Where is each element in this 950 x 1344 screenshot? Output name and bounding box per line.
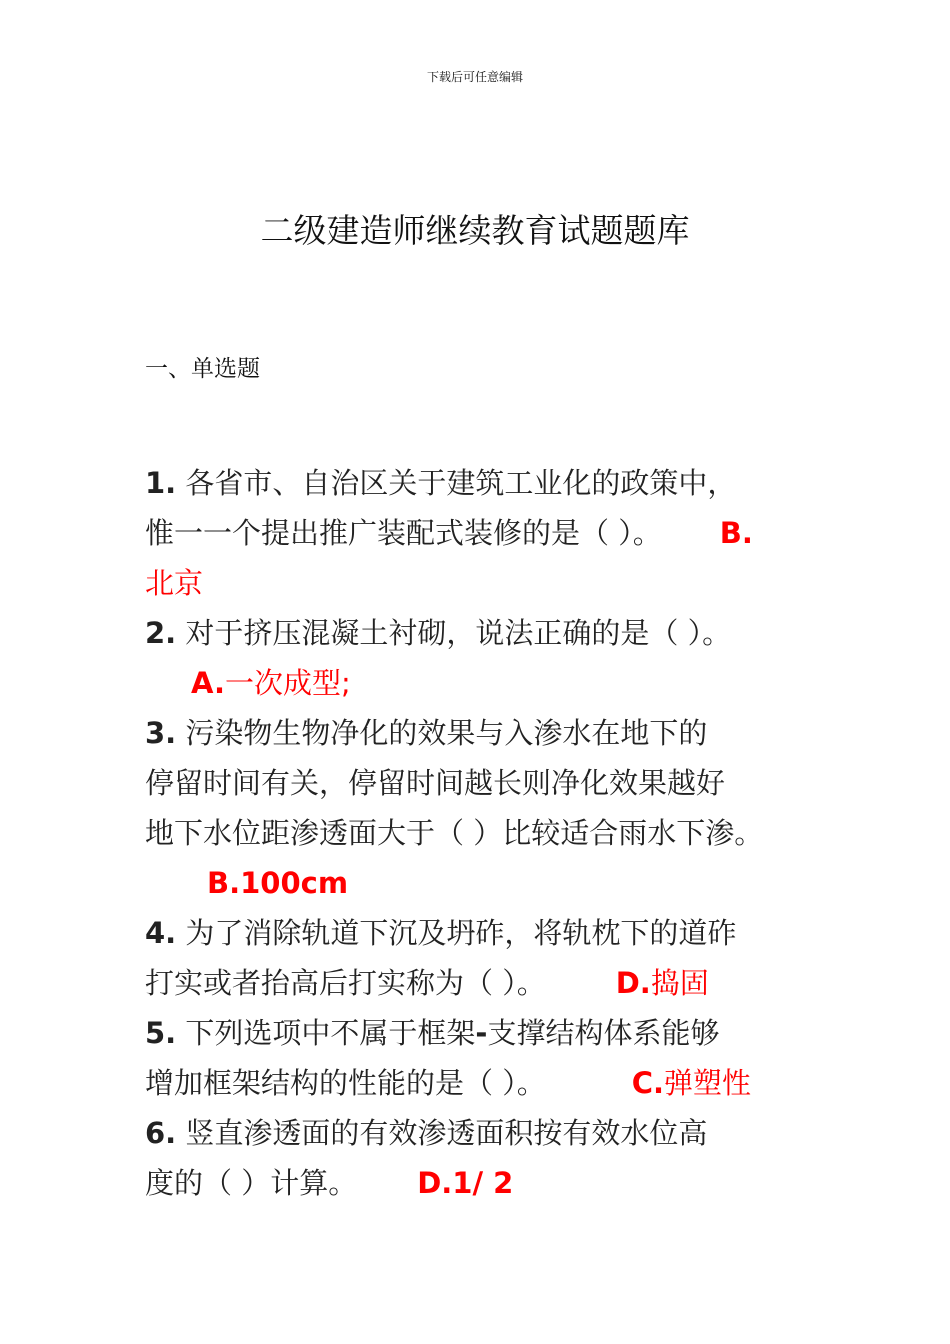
question-list — [145, 458, 815, 1208]
question-number: 4. — [145, 916, 177, 950]
question-5 — [145, 1008, 815, 1108]
question-text: 地下水位距渗透面大于（ ）比较适合雨水下渗。 — [145, 816, 764, 850]
document-title: 二级建造师继续教育试题题库 — [260, 211, 690, 250]
answer-text: 捣固 — [650, 966, 709, 1000]
question-4 — [145, 908, 815, 1008]
question-text: 为了消除轨道下沉及坍砟，将轨枕下的道砟 — [176, 916, 737, 950]
question-number: 1. — [145, 466, 177, 500]
question-1 — [145, 458, 815, 608]
header-note: 下载后可任意编辑 — [426, 70, 523, 84]
answer-letter: D. — [615, 966, 651, 1000]
question-text: 打实或者抬高后打实称为（ ）。 — [145, 966, 546, 1000]
answer-text: 弹塑性 — [664, 1066, 752, 1100]
question-text: 度的（ ）计算。 — [145, 1166, 358, 1200]
question-6 — [145, 1108, 815, 1208]
question-text-dash: - — [475, 1016, 488, 1050]
question-text: 竖直渗透面的有效渗透面积按有效水位高 — [176, 1116, 708, 1150]
answer-letter: C. — [631, 1066, 665, 1100]
answer-letter: B.100cm — [207, 866, 349, 900]
question-text: 下列选项中不属于框架 — [176, 1016, 476, 1050]
answer-letter: D.1/ 2 — [417, 1166, 514, 1200]
question-text: 支撑结构体系能够 — [487, 1016, 720, 1050]
question-text: 增加框架结构的性能的是（ ）。 — [145, 1066, 546, 1100]
answer-letter: B. — [719, 516, 753, 550]
question-3 — [145, 708, 815, 908]
question-text: 停留时间有关，停留时间越长则净化效果越好 — [145, 766, 726, 800]
question-text: 各省市、自治区关于建筑工业化的政策中， — [176, 466, 737, 500]
answer-text: 一次成型; — [225, 666, 351, 700]
question-text: 对于挤压混凝土衬砌，说法正确的是（ ）。 — [176, 616, 732, 650]
question-2 — [145, 608, 815, 708]
question-text: 惟一一个提出推广装配式装修的是（ ）。 — [145, 516, 662, 550]
answer-letter: A. — [191, 666, 225, 700]
section-title: 一、单选题 — [145, 356, 260, 382]
question-number: 6. — [145, 1116, 177, 1150]
question-text: 污染物生物净化的效果与入渗水在地下的 — [176, 716, 708, 750]
question-number: 3. — [145, 716, 177, 750]
question-number: 5. — [145, 1016, 177, 1050]
answer-text: 北京 — [145, 566, 204, 600]
question-number: 2. — [145, 616, 177, 650]
